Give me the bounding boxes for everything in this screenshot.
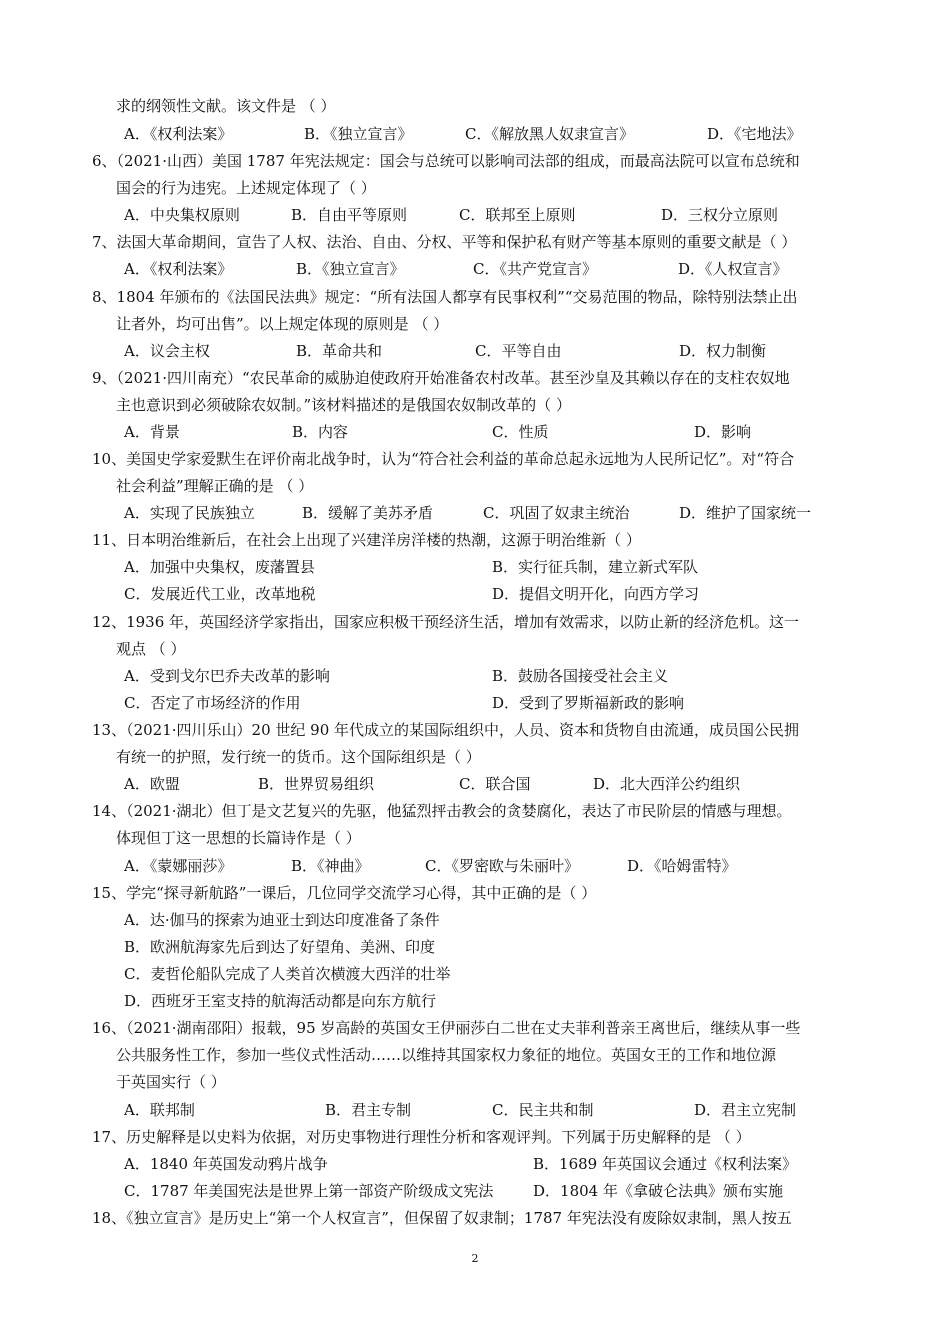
question-16-stem-line-3: 于英国实行（ ） [116, 1073, 226, 1091]
question-17-option-b: B．1689 年英国议会通过《权利法案》 [533, 1155, 797, 1173]
question-10-option-d: D．维护了国家统一 [679, 504, 812, 522]
question-15-option-c: C．麦哲伦船队完成了人类首次横渡大西洋的壮举 [124, 965, 451, 983]
question-7-option-b: B．《独立宣言》 [296, 260, 405, 278]
question-8-option-d: D．权力制衡 [679, 342, 767, 360]
question-10-option-b: B．缓解了美苏矛盾 [302, 504, 434, 522]
question-7-option-a: A．《权利法案》 [124, 260, 233, 278]
question-9-stem-line-2: 主也意识到必须破除农奴制。”该材料描述的是俄国农奴制改革的（ ） [116, 396, 571, 414]
question-17-option-a: A．1840 年英国发动鸦片战争 [124, 1155, 328, 1173]
question-12-stem-line-1: 12、1936 年，英国经济学家指出，国家应积极干预经济生活，增加有效需求，以防止新的经济危机。这一 [92, 613, 800, 631]
question-14-stem-line-1: 14、（2021·湖北）但丁是文艺复兴的先驱，他猛烈抨击教会的贪婪腐化，表达了市民阶层的情感与理想。 [92, 802, 792, 820]
question-14-option-d: D．《哈姆雷特》 [627, 857, 737, 875]
question-11-option-b: B．实行征兵制，建立新式军队 [492, 558, 699, 576]
question-6-stem-line-1: 6、（2021·山西）美国 1787 年宪法规定：国会与总统可以影响司法部的组成，而最高法院可以宣布总统和 [92, 152, 800, 170]
question-9-stem-line-1: 9、（2021·四川南充）“农民革命的威胁迫使政府开始准备农村改革。甚至沙皇及其赖以存在的支柱农奴地 [92, 369, 790, 387]
question-12-option-a: A．受到戈尔巴乔夫改革的影响 [124, 667, 330, 685]
question-17-stem-line-1: 17、历史解释是以史料为依据，对历史事物进行理性分析和客观评判。下列属于历史解释的是 （ ） [92, 1128, 751, 1146]
question-9-option-a: A．背景 [124, 423, 180, 441]
question-12-option-c: C．否定了市场经济的作用 [124, 694, 301, 712]
question-17-option-d: D．1804 年《拿破仑法典》颁布实施 [533, 1182, 783, 1200]
question-10-stem-line-1: 10、美国史学家爱默生在评价南北战争时，认为“符合社会利益的革命总起永远地为人民所记忆”。对“符合 [92, 450, 795, 468]
question-15-option-b: B．欧洲航海家先后到达了好望角、美洲、印度 [124, 938, 436, 956]
question-15-option-d: D．西班牙王室支持的航海活动都是向东方航行 [124, 992, 437, 1010]
question-5-stem-line: 求的纲领性文献。该文件是 （ ） [116, 97, 336, 115]
question-10-option-a: A．实现了民族独立 [124, 504, 255, 522]
question-6-option-a: A．中央集权原则 [124, 206, 240, 224]
question-5-option-c: C．《解放黑人奴隶宣言》 [465, 125, 634, 143]
question-9-option-c: C．性质 [492, 423, 549, 441]
question-6-option-b: B．自由平等原则 [291, 206, 408, 224]
question-8-option-c: C．平等自由 [475, 342, 562, 360]
question-13-option-a: A．欧盟 [124, 775, 180, 793]
question-13-option-c: C．联合国 [459, 775, 531, 793]
question-6-option-c: C．联邦至上原则 [459, 206, 576, 224]
question-15-stem-line-1: 15、学完“探寻新航路”一课后，几位同学交流学习心得，其中正确的是（ ） [92, 884, 597, 902]
question-9-option-d: D．影响 [694, 423, 752, 441]
question-16-stem-line-1: 16、（2021·湖南邵阳）报载，95 岁高龄的英国女王伊丽莎白二世在丈夫菲利普亲王离世后，继续从事一些 [92, 1019, 801, 1037]
question-6-option-d: D．三权分立原则 [661, 206, 779, 224]
question-12-option-b: B．鼓励各国接受社会主义 [492, 667, 669, 685]
question-11-option-d: D．提倡文明开化，向西方学习 [492, 585, 700, 603]
question-16-option-b: B．君主专制 [325, 1101, 412, 1119]
question-6-stem-line-2: 国会的行为违宪。上述规定体现了（ ） [116, 179, 376, 197]
question-10-option-c: C．巩固了奴隶主统治 [483, 504, 630, 522]
question-15-option-a: A．达·伽马的探索为迪亚士到达印度准备了条件 [124, 911, 440, 929]
question-8-stem-line-1: 8、1804 年颁布的《法国民法典》规定：“所有法国人都享有民事权利”“交易范围的物品，除特别法禁止出 [92, 288, 798, 306]
question-13-stem-line-1: 13、（2021·四川乐山）20 世纪 90 年代成立的某国际组织中，人员、资本和货物自由流通，成员国公民拥 [92, 721, 800, 739]
question-12-option-d: D．受到了罗斯福新政的影响 [492, 694, 685, 712]
question-5-option-a: A．《权利法案》 [124, 125, 233, 143]
question-13-option-b: B．世界贸易组织 [258, 775, 375, 793]
question-12-stem-line-2: 观点 （ ） [116, 640, 186, 658]
question-10-stem-line-2: 社会利益”理解正确的是 （ ） [116, 477, 314, 495]
question-14-stem-line-2: 体现但丁这一思想的长篇诗作是（ ） [116, 829, 361, 847]
question-5-option-d: D．《宅地法》 [707, 125, 802, 143]
question-16-option-a: A．联邦制 [124, 1101, 195, 1119]
question-7-option-d: D．《人权宣言》 [678, 260, 788, 278]
question-7-stem-line-1: 7、法国大革命期间，宣告了人权、法治、自由、分权、平等和保护私有财产等基本原则的重要文献是（ ） [92, 233, 797, 251]
question-17-option-c: C．1787 年美国宪法是世界上第一部资产阶级成文宪法 [124, 1182, 494, 1200]
question-16-option-c: C．民主共和制 [492, 1101, 594, 1119]
question-16-stem-line-2: 公共服务性工作，参加一些仪式性活动……以维持其国家权力象征的地位。英国女王的工作和地位源 [116, 1046, 777, 1064]
question-11-option-c: C．发展近代工业，改革地税 [124, 585, 316, 603]
question-14-option-c: C．《罗密欧与朱丽叶》 [425, 857, 579, 875]
question-11-stem-line-1: 11、日本明治维新后，在社会上出现了兴建洋房洋楼的热潮，这源于明治维新（ ） [92, 531, 641, 549]
question-9-option-b: B．内容 [292, 423, 349, 441]
question-5-option-b: B．《独立宣言》 [304, 125, 413, 143]
question-14-option-b: B．《神曲》 [291, 857, 370, 875]
question-8-option-b: B．革命共和 [296, 342, 383, 360]
question-13-stem-line-2: 有统一的护照，发行统一的货币。这个国际组织是（ ） [116, 748, 481, 766]
question-16-option-d: D．君主立宪制 [694, 1101, 797, 1119]
question-8-stem-line-2: 让者外，均可出售”。以上规定体现的原则是 （ ） [116, 315, 449, 333]
question-7-option-c: C．《共产党宣言》 [473, 260, 597, 278]
question-8-option-a: A．议会主权 [124, 342, 210, 360]
question-11-option-a: A．加强中央集权，废藩置县 [124, 558, 315, 576]
page-number: 2 [471, 1252, 479, 1265]
question-18-stem-line-1: 18、《独立宣言》是历史上“第一个人权宣言”，但保留了奴隶制；1787 年宪法没有废除奴隶制，黑人按五 [92, 1209, 792, 1227]
question-14-option-a: A．《蒙娜丽莎》 [124, 857, 233, 875]
question-13-option-d: D．北大西洋公约组织 [593, 775, 741, 793]
